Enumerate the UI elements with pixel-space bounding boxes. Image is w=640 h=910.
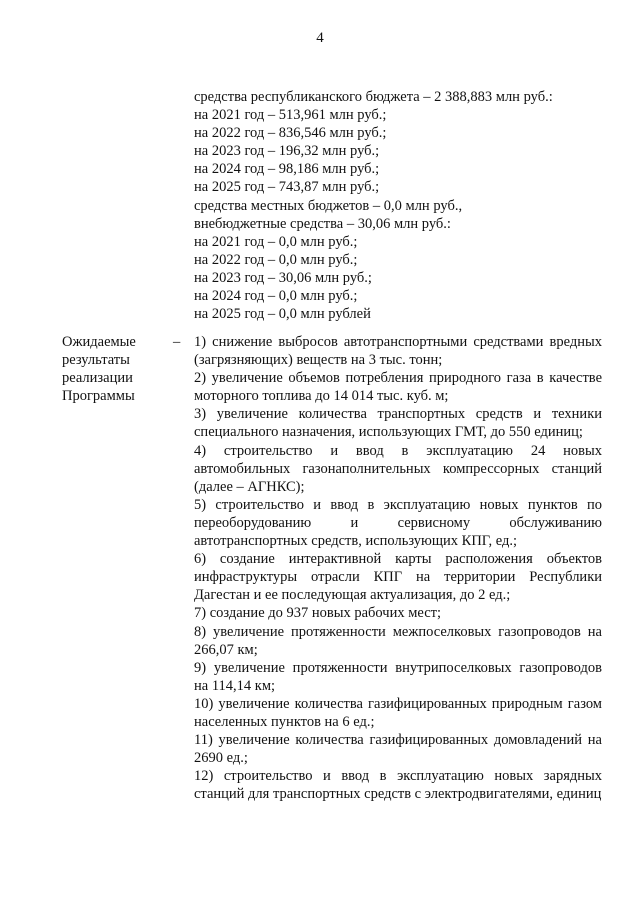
- section-label-line: Ожидаемые: [62, 334, 136, 350]
- finance-line: на 2025 год – 0,0 млн рублей: [194, 306, 371, 323]
- expected-results-list: [194, 333, 602, 803]
- section-label-line: Программы: [62, 388, 135, 405]
- finance-line: на 2025 год – 743,87 млн руб.;: [194, 179, 380, 196]
- finance-line: на 2024 год – 0,0 млн руб.;: [194, 288, 358, 305]
- finance-line: на 2022 год – 836,546 млн руб.;: [194, 125, 387, 142]
- result-item: 12) строительство и ввод в эксплуатацию новых зарядных станций для транспортных средств с электродвигателями, единиц: [194, 768, 602, 803]
- finance-line: средства республиканского бюджета – 2 388,883 млн руб.:: [194, 89, 553, 105]
- result-item: 3) увеличение количества транспортных средств и техники специального назначения, использующих ГМТ, до 550 единиц;: [194, 406, 602, 441]
- finance-line: на 2021 год – 513,961 млн руб.;: [194, 107, 387, 124]
- financing-list: [194, 88, 614, 323]
- result-item: 7) создание до 937 новых рабочих мест;: [194, 605, 441, 622]
- result-item: 6) создание интерактивной карты расположения объектов инфраструктуры отрасли КПГ на территории Республики Дагестан и ее последующая актуализация, до 2 ед.;: [194, 551, 602, 604]
- finance-line: внебюджетные средства – 30,06 млн руб.:: [194, 215, 451, 232]
- result-item: 5) строительство и ввод в эксплуатацию новых пунктов по переоборудованию и сервисному обслуживанию автотранспортных средств, использующих КПГ, ед.;: [194, 496, 602, 550]
- section-label-line: реализации: [62, 370, 133, 387]
- result-item: 10) увеличение количества газифицированных природным газом населенных пунктов на 6 ед.;: [194, 695, 602, 730]
- finance-line: на 2023 год – 30,06 млн руб.;: [194, 269, 372, 286]
- result-item: 8) увеличение протяженности межпоселковых газопроводов на 266,07 км;: [194, 623, 602, 658]
- section-label-line: результаты: [62, 352, 130, 369]
- finance-line: средства местных бюджетов – 0,0 млн руб.,: [194, 197, 463, 214]
- finance-line: на 2021 год – 0,0 млн руб.;: [194, 233, 358, 250]
- finance-line: на 2022 год – 0,0 млн руб.;: [194, 251, 358, 268]
- result-item: 1) снижение выбросов автотранспортными средствами вредных (загрязняющих) веществ на 3 тыс. тонн;: [194, 334, 602, 369]
- result-item: 2) увеличение объемов потребления природного газа в качестве моторного топлива до 14 014 тыс. куб. м;: [194, 370, 602, 405]
- result-item: 9) увеличение протяженности внутрипоселковых газопроводов на 114,14 км;: [194, 659, 602, 694]
- finance-line: на 2024 год – 98,186 млн руб.;: [194, 161, 380, 178]
- finance-line: на 2023 год – 196,32 млн руб.;: [194, 143, 380, 160]
- section-label: [62, 333, 172, 405]
- section-dash: –: [173, 334, 181, 350]
- result-item: 11) увеличение количества газифицированных домовладений на 2690 ед.;: [194, 732, 602, 767]
- result-item: 4) строительство и ввод в эксплуатацию 24 новых автомобильных газонаполнительных компрессорных станций (далее – АГНКС);: [194, 442, 602, 495]
- page-number: 4: [316, 30, 324, 46]
